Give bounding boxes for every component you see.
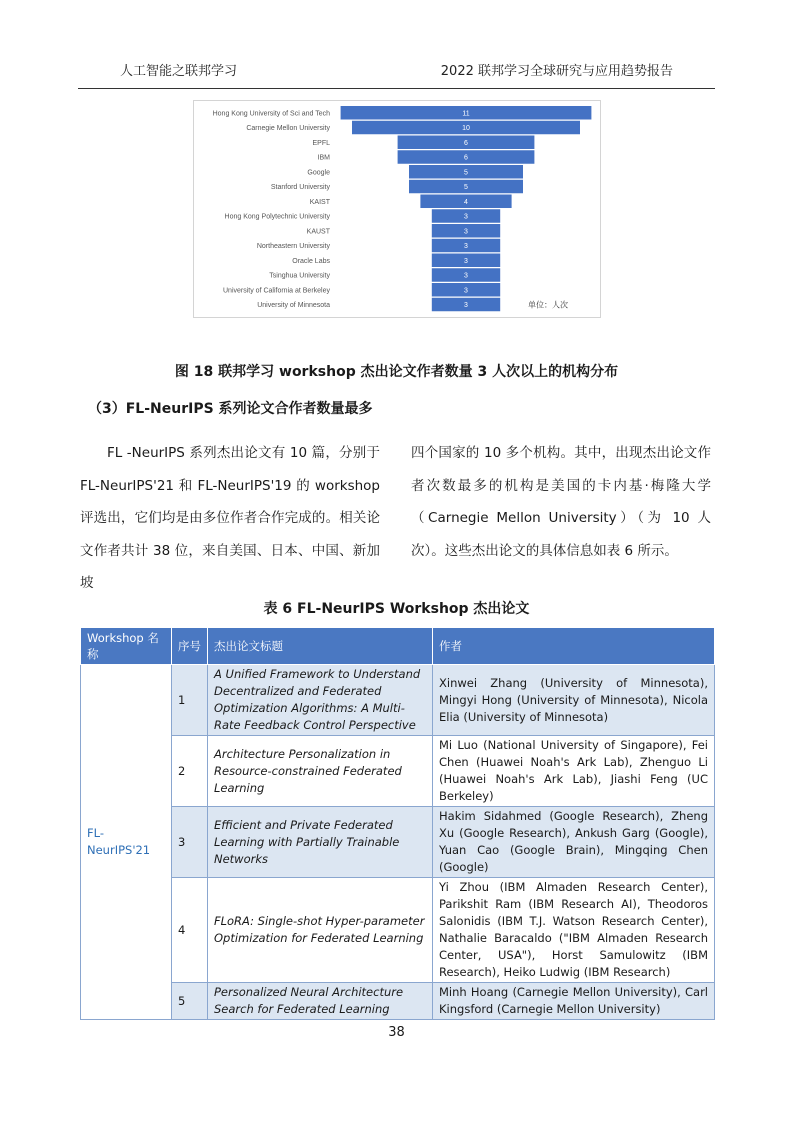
paper-title: Efficient and Private Federated Learning with Partially Trainable Networks	[208, 807, 433, 878]
table-header-row	[81, 628, 715, 665]
data-label: 6	[464, 154, 468, 162]
body-paragraph-right: 四个国家的 10 多个机构。其中，出现杰出论文作者次数最多的机构是美国的卡内基·梅隆大学（Carnegie Mellon University）（为 10 人次）。这些杰出论文的具体信息如表 6 所示。	[411, 445, 711, 559]
category-label: Stanford University	[270, 184, 330, 191]
category-label: KAIST	[309, 198, 330, 206]
body-paragraph-left: FL -NeurIPS 系列杰出论文有 10 篇，分别于 FL-NeurIPS'21 和 FL-NeurIPS'19 的 workshop 评选出，它们均是由多位作者合作完成的。相关论文作者共计 38 位，来自美国、日本、中国、新加坡	[80, 445, 380, 591]
data-label: 3	[464, 228, 468, 236]
paper-title: Architecture Personalization in Resource-constrained Federated Learning	[208, 736, 433, 807]
data-label: 3	[464, 213, 468, 221]
table-caption: 表 6 FL-NeurIPS Workshop 杰出论文	[263, 601, 530, 617]
paper-authors: Yi Zhou (IBM Almaden Research Center), Parikshit Ram (IBM Research AI), Theodoros Salonidis (IBM T.J. Watson Research Center), Nathalie Baracaldo ("IBM Almaden Research Center, USA"), Horst Samulowitz (IBM Research), Heiko Ludwig (IBM Research)	[433, 878, 715, 983]
category-label: Tsinghua University	[269, 272, 330, 280]
data-label: 3	[464, 287, 468, 295]
data-label: 3	[464, 272, 468, 280]
header-authors: 作者	[433, 628, 715, 665]
table-row	[81, 807, 715, 878]
unit-note: 单位：人次	[528, 300, 568, 310]
category-label: IBM	[317, 154, 330, 162]
chart-canvas	[194, 101, 600, 317]
table-row	[81, 878, 715, 983]
category-label: Google	[307, 169, 330, 177]
row-number: 1	[172, 665, 208, 736]
category-label: University of Minnesota	[257, 302, 330, 309]
data-label: 3	[464, 302, 468, 309]
data-label: 10	[462, 125, 470, 132]
institution-funnel-chart	[193, 100, 601, 318]
table-row	[81, 983, 715, 1020]
data-label: 4	[464, 198, 468, 206]
data-label: 3	[464, 257, 468, 265]
running-header-left: 人工智能之联邦学习	[120, 64, 238, 79]
paper-authors: Hakim Sidahmed (Google Research), Zheng Xu (Google Research), Ankush Garg (Google), Yuan Cao (Google Brain), Mingqing Chen (Google)	[433, 807, 715, 878]
table-row	[81, 736, 715, 807]
paper-authors: Minh Hoang (Carnegie Mellon University), Carl Kingsford (Carnegie Mellon University)	[433, 983, 715, 1020]
running-header-right: 2022 联邦学习全球研究与应用趋势报告	[440, 64, 673, 79]
category-label: University of California at Berkeley	[223, 287, 330, 295]
header-workshop: Workshop 名称	[81, 628, 172, 665]
header-number: 序号	[172, 628, 208, 665]
paper-title: FLoRA: Single-shot Hyper-parameter Optimization for Federated Learning	[208, 878, 433, 983]
row-number: 2	[172, 736, 208, 807]
header-title: 杰出论文标题	[208, 628, 433, 665]
header-rule	[78, 88, 715, 89]
row-number: 5	[172, 983, 208, 1020]
data-label: 5	[464, 184, 468, 191]
paper-authors: Xinwei Zhang (University of Minnesota), Mingyi Hong (University of Minnesota), Nicola Elia (University of Minnesota)	[433, 665, 715, 736]
data-label: 11	[462, 110, 470, 118]
figure-caption: 图 18 联邦学习 workshop 杰出论文作者数量 3 人次以上的机构分布	[174, 364, 619, 380]
data-label: 5	[464, 169, 468, 177]
paper-authors: Mi Luo (National University of Singapore), Fei Chen (Huawei Noah's Ark Lab), Zhenguo Li (Huawei Noah's Ark Lab), Jiashi Feng (UC Berkeley)	[433, 736, 715, 807]
category-label: Carnegie Mellon University	[246, 125, 330, 132]
data-label: 6	[464, 139, 468, 147]
table-row	[81, 665, 715, 736]
category-label: Northeastern University	[256, 243, 330, 250]
data-label: 3	[464, 243, 468, 250]
category-label: KAUST	[306, 228, 330, 236]
row-number: 3	[172, 807, 208, 878]
outstanding-papers-table	[80, 627, 715, 1020]
category-label: Oracle Labs	[292, 257, 330, 265]
category-label: EPFL	[312, 139, 330, 147]
category-label: Hong Kong University of Sci and Tech	[212, 110, 330, 118]
section-heading: （3）FL-NeurIPS 系列论文合作者数量最多	[88, 401, 373, 417]
workshop-name-cell: FL-NeurIPS'21	[81, 665, 172, 1020]
paper-title: A Unified Framework to Understand Decentralized and Federated Optimization Algorithms: A Multi-Rate Feedback Control Perspective	[208, 665, 433, 736]
row-number: 4	[172, 878, 208, 983]
paper-title: Personalized Neural Architecture Search for Federated Learning	[208, 983, 433, 1020]
page-number: 38	[388, 1025, 405, 1040]
category-label: Hong Kong Polytechnic University	[224, 213, 330, 221]
